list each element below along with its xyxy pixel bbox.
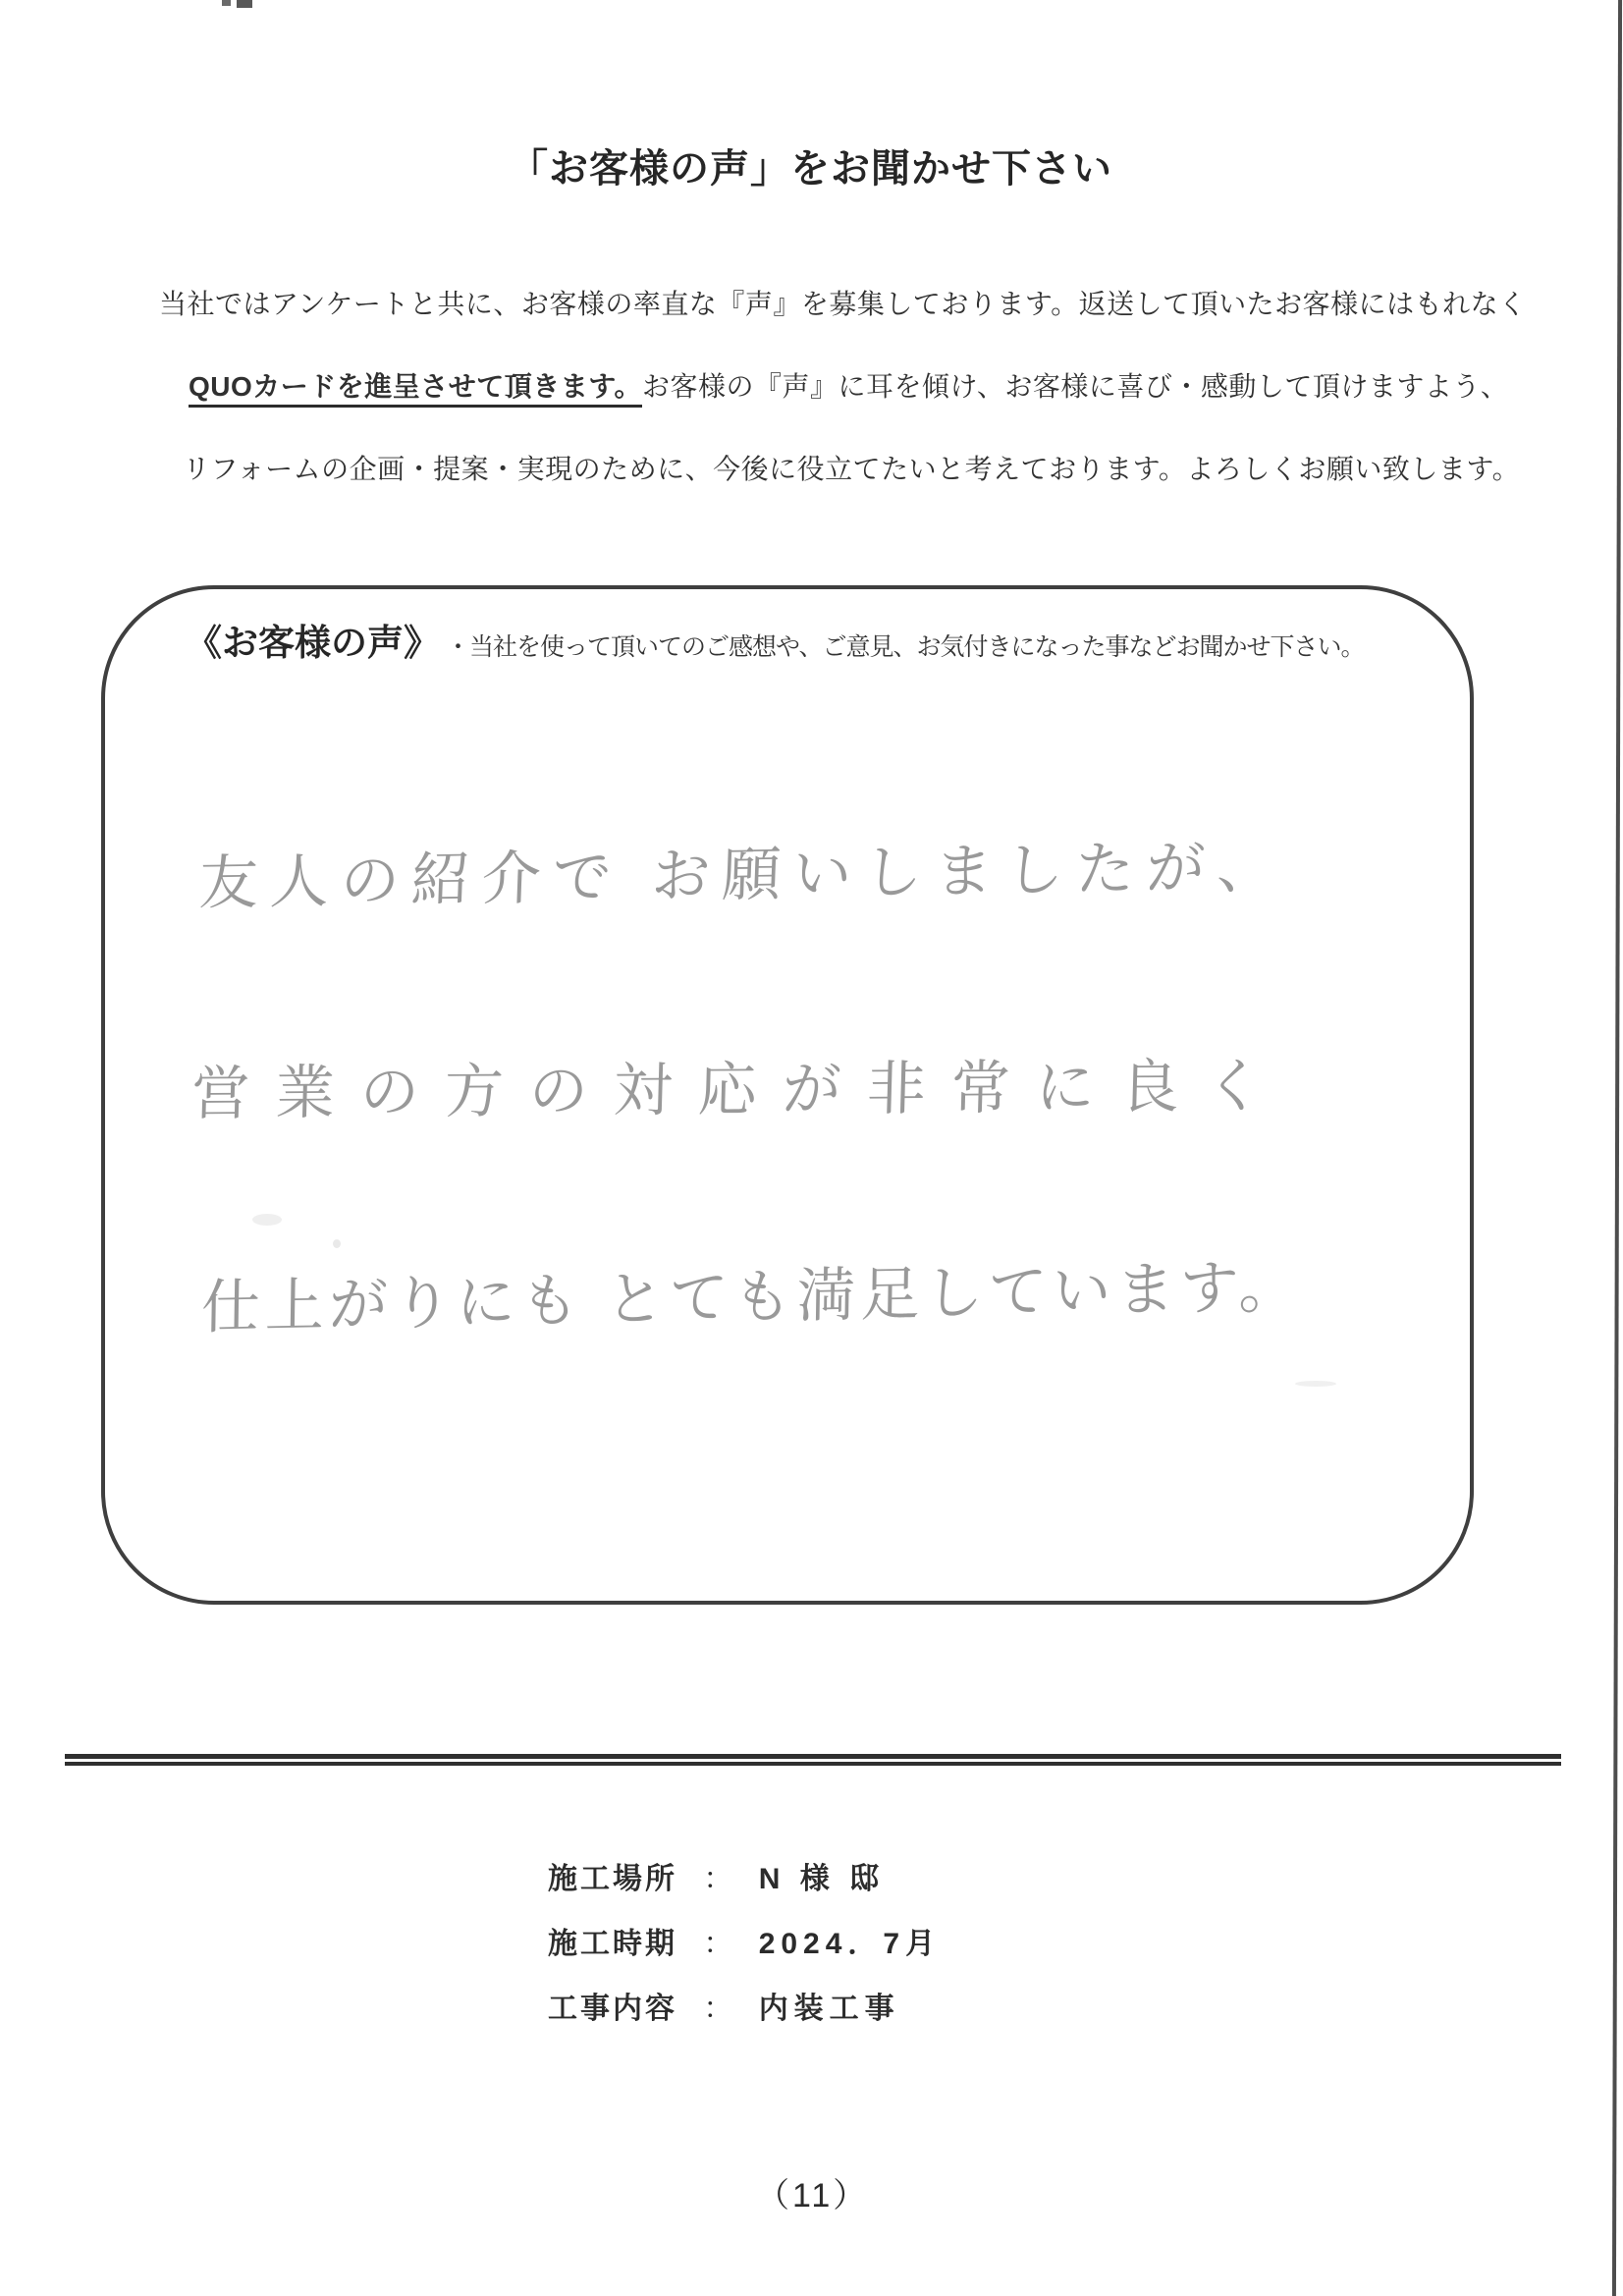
scan-speck [222, 0, 231, 6]
scan-speck [237, 0, 252, 8]
handwritten-feedback-line: 営業の方の対応が非常に良く [189, 1053, 1290, 1127]
handwritten-feedback-line: 仕上がりにも とても満足しています。 [200, 1253, 1304, 1341]
separator-rule [65, 1754, 1561, 1759]
detail-value: N 様 邸 [758, 1863, 886, 1895]
detail-label: 施工時期 [548, 1928, 677, 1960]
intro-paragraph-line: リフォームの企画・提案・実現のために、今後に役立てたいと考えております。よろしくお願い致します。 [183, 454, 1521, 484]
detail-label: 施工場所 [548, 1863, 677, 1895]
detail-separator: ： [703, 1928, 733, 1960]
intro-line2-rest: お客様の『声』に耳を傾け、お客様に喜び・感動して頂けますよう、 [642, 371, 1509, 402]
detail-row [548, 1919, 941, 1962]
detail-separator: ： [703, 1863, 733, 1895]
detail-value: 内装工事 [758, 1993, 900, 2025]
voice-box-heading: 《お客様の声》 [186, 623, 440, 663]
customer-voice-box [101, 585, 1474, 1605]
detail-row [548, 1854, 885, 1897]
scan-edge-artifact [1612, 0, 1622, 2296]
voice-box-heading-note: ・当社を使って頂いてのご感想や、ご意見、お気付きになった事などお聞かせ下さい。 [446, 633, 1365, 661]
page-title: 「お客様の声」をお聞かせ下さい [509, 147, 1112, 191]
detail-value: 2024．7月 [758, 1928, 942, 1960]
detail-label: 工事内容 [548, 1993, 677, 2025]
intro-paragraph-line [189, 365, 1508, 405]
page-number: （11） [756, 2177, 870, 2214]
handwritten-feedback-line: 友人の紹介で お願いしましたが、 [197, 833, 1289, 917]
intro-paragraph-line: 当社ではアンケートと共に、お客様の率直な『声』を募集しております。返送して頂いたお客様にはもれなく [159, 289, 1527, 319]
pencil-smudge [1295, 1381, 1336, 1387]
pencil-smudge [333, 1239, 341, 1248]
detail-separator: ： [703, 1993, 733, 2025]
separator-rule [65, 1762, 1561, 1766]
detail-row [548, 1984, 900, 2027]
pencil-smudge [252, 1214, 282, 1226]
quo-card-underlined-text: QUOカードを進呈させて頂きます。 [189, 371, 642, 408]
voice-box-header [186, 613, 1365, 666]
